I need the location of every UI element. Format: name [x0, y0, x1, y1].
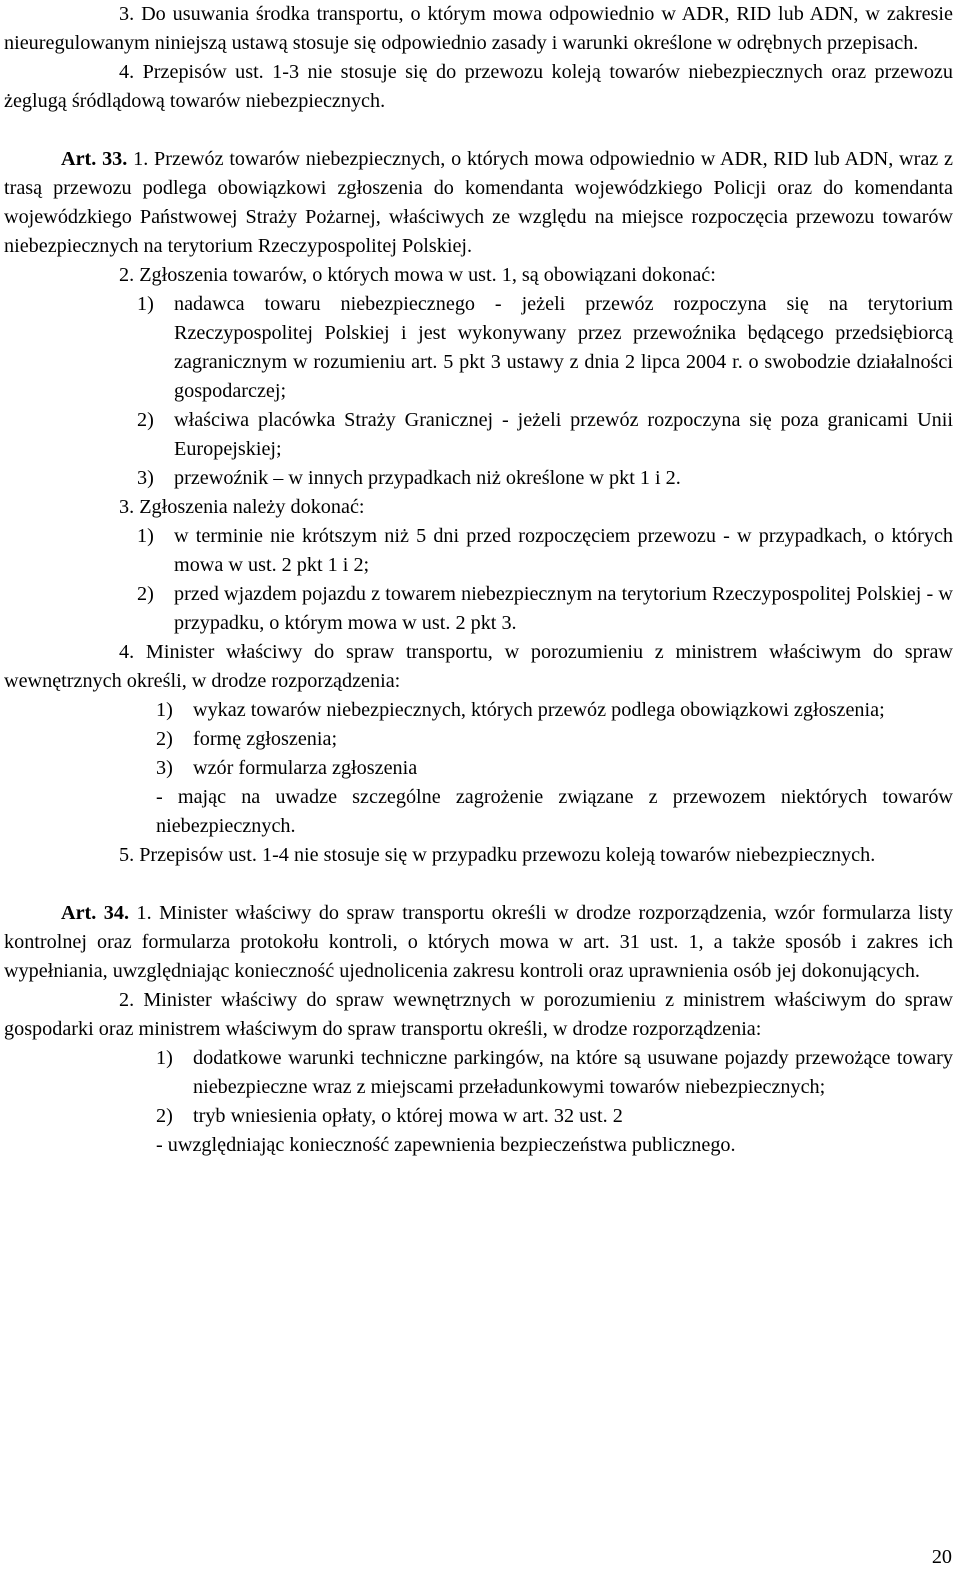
art33-paragraph-3: 3. Zgłoszenia należy dokonać: — [119, 496, 365, 518]
art33-paragraph-5: 5. Przepisów ust. 1-4 nie stosuje się w przypadku przewozu koleją towarów niebezpiecznych. — [119, 844, 876, 866]
list-item-text: nadawca towaru niebezpiecznego - jeżeli przewóz rozpoczyna się na terytorium Rzeczypospolitej Polskiej i jest wykonywany przez przewoźnika będącego przedsiębiorcą zagranicznym w rozumieniu art. 5 pkt 3 ustawy z dnia 2 lipca 2004 r. o swobodzie działalności gospodarczej; — [174, 293, 953, 402]
list-item — [156, 1044, 953, 1102]
list-item — [137, 406, 953, 464]
art33-p1-text: 1. Przewóz towarów niebezpiecznych, o których mowa odpowiednio w ADR, RID lub ADN, wraz z trasą przewozu podlega obowiązkowi zgłoszenia do komendanta wojewódzkiego Policji oraz do komendanta wojewódzkiego Państwowej Straży Pożarnej, właściwych ze względu na miejsce rozpoczęcia przewozu towarów niebezpiecznych na terytorium Rzeczypospolitej Polskiej. — [4, 148, 953, 257]
art34-p2-note: - uwzględniając konieczność zapewnienia bezpieczeństwa publicznego. — [156, 1134, 736, 1156]
list-item-text: dodatkowe warunki techniczne parkingów, na które są usuwane pojazdy przewożące towary niebezpieczne wraz z miejscami przeładunkowymi towarów niebezpiecznych; — [193, 1047, 953, 1098]
art33-paragraph-1 — [4, 145, 953, 261]
list-item-number: 1) — [137, 525, 154, 547]
art34-label: Art. 34. — [61, 902, 130, 924]
art34-paragraph-2: 2. Minister właściwy do spraw wewnętrznych w porozumieniu z ministrem właściwym do spraw gospodarki oraz ministrem właściwym do spraw transportu określi, w drodze rozporządzenia: — [4, 989, 953, 1040]
list-item — [156, 725, 953, 754]
list-item — [156, 754, 953, 783]
list-item-number: 1) — [137, 293, 154, 315]
list-item-text: wzór formularza zgłoszenia — [193, 757, 418, 779]
list-item — [156, 696, 953, 725]
list-item-number: 2) — [137, 409, 154, 431]
list-item — [137, 290, 953, 406]
list-item-text: przewoźnik – w innych przypadkach niż określone w pkt 1 i 2. — [174, 467, 681, 489]
art34-paragraph-1 — [4, 899, 953, 986]
list-item-number: 3) — [137, 467, 154, 489]
art33-label: Art. 33. — [61, 148, 128, 170]
page-number: 20 — [931, 1546, 952, 1568]
art32-paragraph-4: 4. Przepisów ust. 1-3 nie stosuje się do przewozu koleją towarów niebezpiecznych oraz przewozu żeglugą śródlądową towarów niebezpiecznych. — [4, 61, 953, 112]
list-item-text: formę zgłoszenia; — [193, 728, 338, 750]
list-item — [137, 464, 953, 493]
list-item — [156, 1102, 953, 1131]
list-item-number: 2) — [137, 583, 154, 605]
list-item-text: tryb wniesienia opłaty, o której mowa w art. 32 ust. 2 — [193, 1105, 623, 1127]
list-item-number: 1) — [156, 699, 173, 721]
art32-paragraph-3: 3. Do usuwania środka transportu, o którym mowa odpowiednio w ADR, RID lub ADN, w zakresie nieuregulowanym niniejszą ustawą stosuje się odpowiednio zasady i warunki określone w odrębnych przepisach. — [4, 3, 953, 54]
list-item-text: wykaz towarów niebezpiecznych, których przewóz podlega obowiązkowi zgłoszenia; — [193, 699, 885, 721]
art33-paragraph-2: 2. Zgłoszenia towarów, o których mowa w ust. 1, są obowiązani dokonać: — [119, 264, 716, 286]
list-item-number: 2) — [156, 1105, 173, 1127]
art33-p4-note: - mając na uwadze szczególne zagrożenie związane z przewozem niektórych towarów niebezpiecznych. — [156, 786, 953, 837]
art34-p1-text: 1. Minister właściwy do spraw transportu określi w drodze rozporządzenia, wzór formularza listy kontrolnej oraz formularza protokołu kontroli, o których mowa w art. 31 ust. 1, a także sposób i zakres ich wypełniania, uwzględniając konieczność ujednolicenia zakresu kontroli oraz uprawnienia osób jej dokonujących. — [4, 902, 953, 982]
list-item-number: 1) — [156, 1047, 173, 1069]
list-item-text: w terminie nie krótszym niż 5 dni przed rozpoczęciem przewozu - w przypadkach, o których mowa w ust. 2 pkt 1 i 2; — [174, 525, 953, 576]
list-item-text: przed wjazdem pojazdu z towarem niebezpiecznym na terytorium Rzeczypospolitej Polskiej - w przypadku, o którym mowa w ust. 2 pkt 3. — [174, 583, 953, 634]
art33-paragraph-4: 4. Minister właściwy do spraw transportu, w porozumieniu z ministrem właściwym do spraw wewnętrznych określi, w drodze rozporządzenia: — [4, 641, 953, 692]
list-item — [137, 522, 953, 580]
list-item-number: 2) — [156, 728, 173, 750]
list-item-text: właściwa placówka Straży Granicznej - jeżeli przewóz rozpoczyna się poza granicami Unii Europejskiej; — [174, 409, 953, 460]
list-item — [137, 580, 953, 638]
list-item-number: 3) — [156, 757, 173, 779]
document-page — [4, 0, 953, 1160]
